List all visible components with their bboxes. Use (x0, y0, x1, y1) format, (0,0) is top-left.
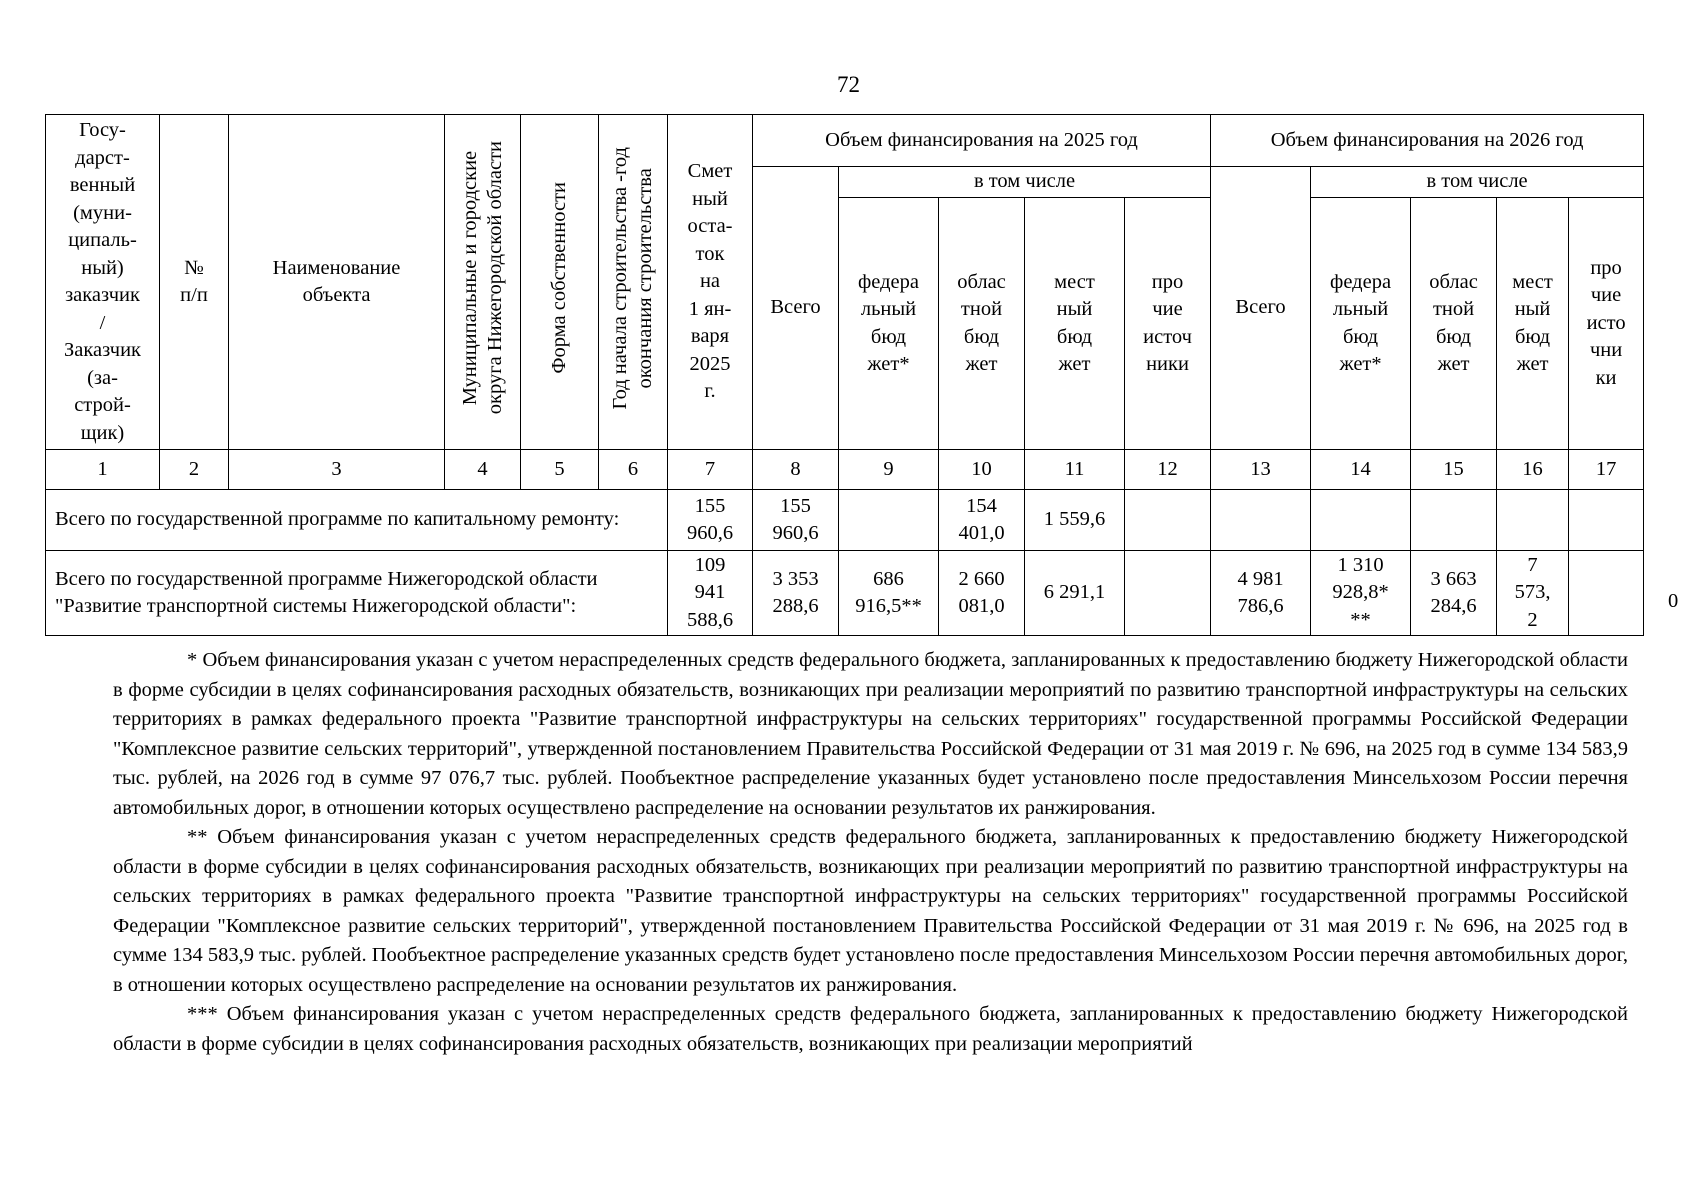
header-years (599, 115, 668, 450)
header-fin-2025: Объем финансирования на 2025 год (753, 115, 1211, 167)
header-fin-2026: Объем финансирования на 2026 год (1211, 115, 1644, 167)
header-other-2025: про чие источ ники (1125, 198, 1211, 450)
row-federal-2025 (839, 490, 939, 551)
header-municipal (445, 115, 521, 450)
row-regional-2025: 2 660 081,0 (939, 551, 1025, 636)
row-other-2025 (1125, 551, 1211, 636)
footnote-3: *** Объем финансирования указан с учетом нераспределенных средств федерального бюджета, запланированных к предоставлению бюджету Нижегородской области в форме субсидии в целях софинансирования расходных обязательств, возникающих при реализации мероприятий (113, 1003, 1628, 1055)
row-federal-2026: 1 310 928,8* ** (1311, 551, 1411, 636)
financing-table (45, 114, 1644, 636)
header-object-name: Наименование объекта (229, 115, 445, 450)
header-customer: Госу- дарст- венный (муни- ципаль- ный) заказчик / Заказчик (за- строй- щик) (46, 115, 160, 450)
row-regional-2026 (1411, 490, 1497, 551)
column-number: 7 (668, 450, 753, 490)
row-federal-2025: 686 916,5** (839, 551, 939, 636)
row-label: Всего по государственной программе по капитальному ремонту: (46, 490, 668, 551)
header-other-2026: про чие исто чни ки (1569, 198, 1644, 450)
header-num: № п/п (160, 115, 229, 450)
row-other-2025 (1125, 490, 1211, 551)
column-number: 3 (229, 450, 445, 490)
header-local-2026: мест ный бюд жет (1497, 198, 1569, 450)
column-number: 13 (1211, 450, 1311, 490)
header-including-2026: в том числе (1311, 167, 1644, 198)
row-total-2025: 3 353 288,6 (753, 551, 839, 636)
column-number: 14 (1311, 450, 1411, 490)
footnote-2: ** Объем финансирования указан с учетом нераспределенных средств федерального бюджета, запланированных к предоставлению бюджету Нижегородской области в форме субсидии в целях софинансирования расходных обязательств, возникающих при реализации мероприятий по развитию транспортной инфраструктуры на сельских территориях в рамках федерального проекта "Развитие транспортной инфраструктуры на сельских территориях" государственной программы Российской Федерации "Комплексное развитие сельских территорий", утвержденной постановлением Правительства Российской Федерации от 31 мая 2019 г. № 696, на 2025 год в сумме 134 583,9 тыс. рублей. Пообъектное распределение указанных средств будет установлено после предоставления Минсельхозом России перечня автомобильных дорог, в отношении которых осуществлено распределение на основании результатов их ранжирования. (113, 826, 1628, 996)
column-number: 1 (46, 450, 160, 490)
header-municipal-text: Муниципальные и городские округа Нижегородской области (458, 141, 506, 415)
column-number: 10 (939, 450, 1025, 490)
row-label: Всего по государственной программе Нижегородской области "Развитие транспортной системы Нижегородской области": (46, 551, 668, 636)
row-balance: 109 941 588,6 (668, 551, 753, 636)
table-row (46, 490, 1644, 551)
row-local-2026 (1497, 490, 1569, 551)
footnotes (113, 646, 1628, 1059)
column-number-row (46, 450, 1644, 490)
header-including-2025: в том числе (839, 167, 1211, 198)
header-local-2025: мест ный бюд жет (1025, 198, 1125, 450)
footnote-1: * Объем финансирования указан с учетом нераспределенных средств федерального бюджета, запланированных к предоставлению бюджету Нижегородской области в форме субсидии в целях софинансирования расходных обязательств, возникающих при реализации мероприятий по развитию транспортной инфраструктуры на сельских территориях в рамках федерального проекта "Развитие транспортной инфраструктуры на сельских территориях" государственной программы Российской Федерации "Комплексное развитие сельских территорий", утвержденной постановлением Правительства Российской Федерации от 31 мая 2019 г. № 696, на 2025 год в сумме 134 583,9 тыс. рублей, на 2026 год в сумме 97 076,7 тыс. рублей. Пообъектное распределение указанных будет установлено после предоставления Минсельхозом России перечня автомобильных дорог, в отношении которых осуществлено распределение на основании результатов их ранжирования. (113, 649, 1628, 819)
row-regional-2025: 154 401,0 (939, 490, 1025, 551)
row-local-2026: 7 573, 2 (1497, 551, 1569, 636)
header-row-1 (46, 115, 1644, 167)
row-other-2026 (1569, 490, 1644, 551)
header-total-2026: Всего (1211, 167, 1311, 450)
row-total-2025: 155 960,6 (753, 490, 839, 551)
header-regional-2026: облас тной бюд жет (1411, 198, 1497, 450)
header-federal-2025: федера льный бюд жет* (839, 198, 939, 450)
row-regional-2026: 3 663 284,6 (1411, 551, 1497, 636)
header-ownership-text: Форма собственности (548, 181, 570, 374)
column-number: 9 (839, 450, 939, 490)
column-number: 8 (753, 450, 839, 490)
row-federal-2026 (1311, 490, 1411, 551)
row-local-2025: 6 291,1 (1025, 551, 1125, 636)
column-number: 6 (599, 450, 668, 490)
column-number: 11 (1025, 450, 1125, 490)
row-local-2025: 1 559,6 (1025, 490, 1125, 551)
column-number: 15 (1411, 450, 1497, 490)
column-number: 5 (521, 450, 599, 490)
column-number: 2 (160, 450, 229, 490)
table-row (46, 551, 1644, 636)
column-number: 16 (1497, 450, 1569, 490)
column-number: 12 (1125, 450, 1211, 490)
row-other-2026 (1569, 551, 1644, 636)
column-number: 17 (1569, 450, 1644, 490)
row-total-2026: 4 981 786,6 (1211, 551, 1311, 636)
header-regional-2025: облас тной бюд жет (939, 198, 1025, 450)
header-years-text: Год начала строительства -год окончания строительства (609, 146, 656, 409)
column-number: 4 (445, 450, 521, 490)
header-balance: Смет ный оста- ток на 1 ян- варя 2025 г. (668, 115, 753, 450)
header-total-2025: Всего (753, 167, 839, 450)
row-balance: 155 960,6 (668, 490, 753, 551)
overflow-value: 0 (1668, 590, 1679, 612)
row-total-2026 (1211, 490, 1311, 551)
header-federal-2026: федера льный бюд жет* (1311, 198, 1411, 450)
header-ownership (521, 115, 599, 450)
page-number: 72 (837, 72, 860, 97)
